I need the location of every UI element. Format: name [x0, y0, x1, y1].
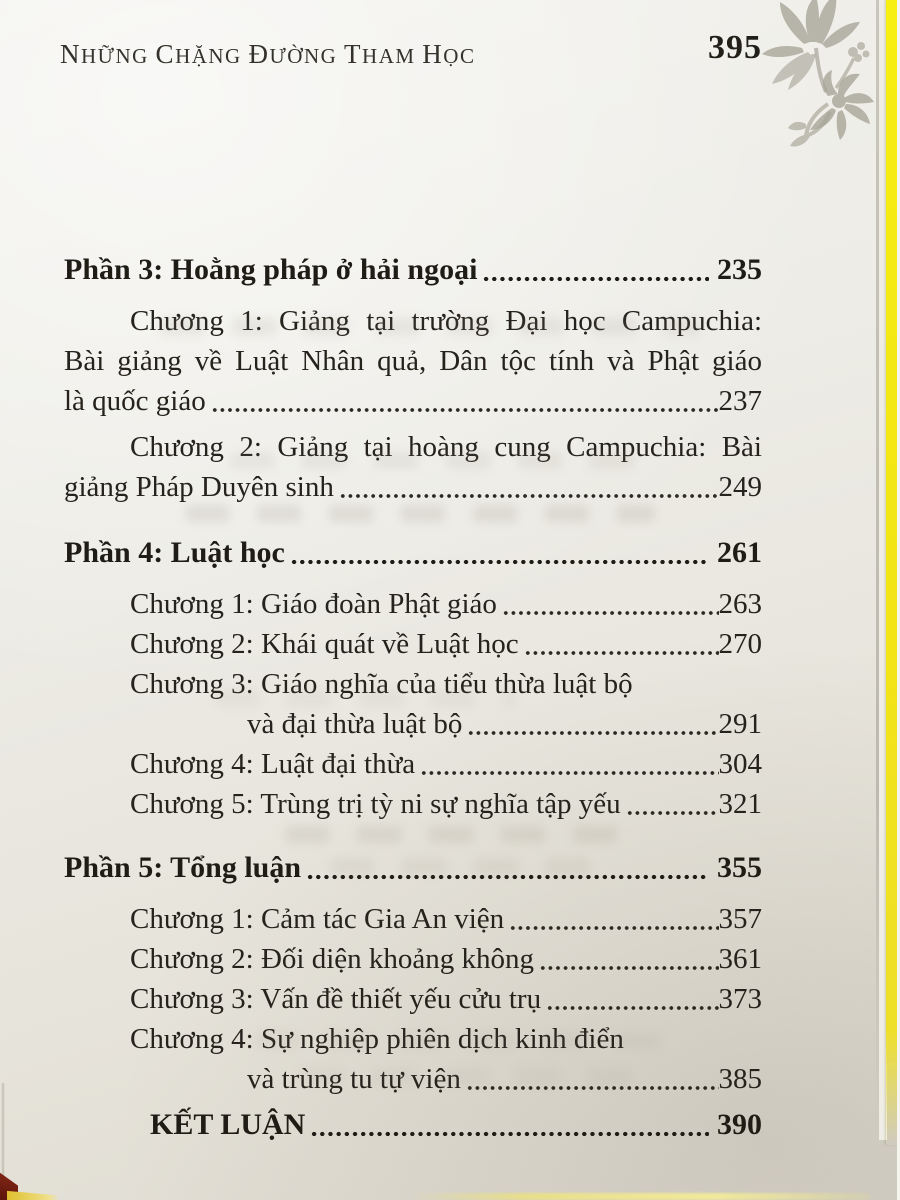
dot-leader — [626, 784, 719, 824]
toc-page-number: 235 — [717, 253, 762, 286]
toc-page-number: 385 — [718, 1063, 762, 1095]
book-cover-bottom-sliver — [410, 1193, 870, 1200]
toc-line — [64, 533, 762, 573]
toc-line — [64, 704, 762, 744]
toc-entry-text: Chương 5: Trùng trị tỳ ni sự nghĩa tập yếu — [130, 788, 621, 820]
toc-page-number: 357 — [718, 903, 762, 935]
bleed-through-text — [230, 452, 660, 469]
toc-entry-text: Chương 1: Giảng tại trường Đại học Campuchia: — [130, 305, 762, 337]
toc-page-number: 249 — [718, 471, 762, 503]
toc-entry-text: giảng Pháp Duyên sinh — [64, 471, 334, 503]
bleed-through-text — [255, 1032, 675, 1049]
toc-line — [64, 341, 762, 381]
dot-leader — [420, 744, 718, 784]
toc-entry-text: Chương 3: Giáo nghĩa của tiểu thừa luật bộ — [130, 668, 633, 700]
toc-line — [64, 584, 762, 624]
toc-line — [64, 624, 762, 664]
dot-leader — [482, 250, 709, 290]
floral-ornament-icon — [758, 0, 878, 152]
toc-entry-text: Chương 4: Sự nghiệp phiên dịch kinh điển — [130, 1023, 624, 1055]
dot-leader — [546, 979, 718, 1019]
toc-entry-text: Chương 3: Vấn đề thiết yếu cửu trụ — [130, 983, 542, 1015]
dot-leader — [539, 939, 718, 979]
bleed-through-text — [300, 1068, 650, 1085]
dot-leader — [509, 899, 718, 939]
toc-page-number: 263 — [718, 588, 762, 620]
toc-line — [64, 250, 762, 290]
page-edge-shadow — [876, 0, 879, 1135]
toc-entry-text: và trùng tu tự viện — [247, 1063, 461, 1095]
toc-page-number: 261 — [717, 536, 762, 569]
toc-entry-text: Chương 4: Luật đại thừa — [130, 748, 416, 780]
dot-leader — [290, 533, 709, 573]
toc-page-number: 321 — [718, 788, 762, 820]
toc-entry-text: Bài giảng về Luật Nhân quả, Dân tộc tính và Phật giáo — [64, 345, 762, 377]
toc-page-number: 270 — [718, 628, 762, 660]
bleed-through-text — [160, 318, 700, 335]
toc-entry-text: Chương 2: Giảng tại hoàng cung Campuchia: Bài — [130, 431, 762, 463]
toc-entry-text: KẾT LUẬN — [150, 1108, 306, 1141]
toc-line — [64, 979, 762, 1019]
page-header — [60, 26, 762, 70]
toc-page-number: 304 — [718, 748, 762, 780]
bleed-through-text — [285, 826, 635, 843]
dot-leader — [339, 467, 719, 507]
dot-leader — [211, 381, 719, 421]
toc-line — [64, 939, 762, 979]
toc-line — [64, 381, 762, 421]
bleed-through-text — [330, 858, 590, 875]
dot-leader — [502, 584, 719, 624]
toc-line — [64, 899, 762, 939]
toc-entry-text: Phần 3: Hoằng pháp ở hải ngoại — [64, 253, 478, 286]
toc-entry-text: Phần 4: Luật học — [64, 536, 285, 569]
page-crease — [2, 1083, 4, 1178]
bleed-through-text — [215, 690, 515, 707]
running-title: NHỮNG CHẶNG ĐƯỜNG THAM HỌC — [60, 39, 476, 69]
toc-entry-text: Chương 2: Đối diện khoảng không — [130, 943, 535, 975]
toc-page-number: 355 — [717, 851, 762, 884]
bleed-through-text — [185, 505, 655, 522]
toc-line — [64, 1105, 762, 1145]
toc-page-number: 237 — [718, 385, 762, 417]
toc-line — [64, 784, 762, 824]
toc-page-number: 390 — [717, 1108, 762, 1141]
dot-leader — [467, 704, 718, 744]
toc-line — [64, 467, 762, 507]
toc-entry-text: Chương 2: Khái quát về Luật học — [130, 628, 519, 660]
toc-entry-text: và đại thừa luật bộ — [247, 708, 463, 740]
book-cover-yellow-edge — [886, 0, 897, 1145]
toc-page-number: 361 — [718, 943, 762, 975]
toc-page-number: 373 — [718, 983, 762, 1015]
toc-entry-text: Phần 5: Tổng luận — [64, 851, 302, 884]
toc-entry-text: là quốc giáo — [64, 385, 206, 417]
toc-entry-text: Chương 1: Giáo đoàn Phật giáo — [130, 588, 497, 620]
dot-leader — [310, 1105, 709, 1145]
toc-entry-text: Chương 1: Cảm tác Gia An viện — [130, 903, 505, 935]
page-number: 395 — [708, 29, 762, 66]
dot-leader — [524, 624, 719, 664]
toc-line — [64, 744, 762, 784]
toc-page-number: 291 — [718, 708, 762, 740]
